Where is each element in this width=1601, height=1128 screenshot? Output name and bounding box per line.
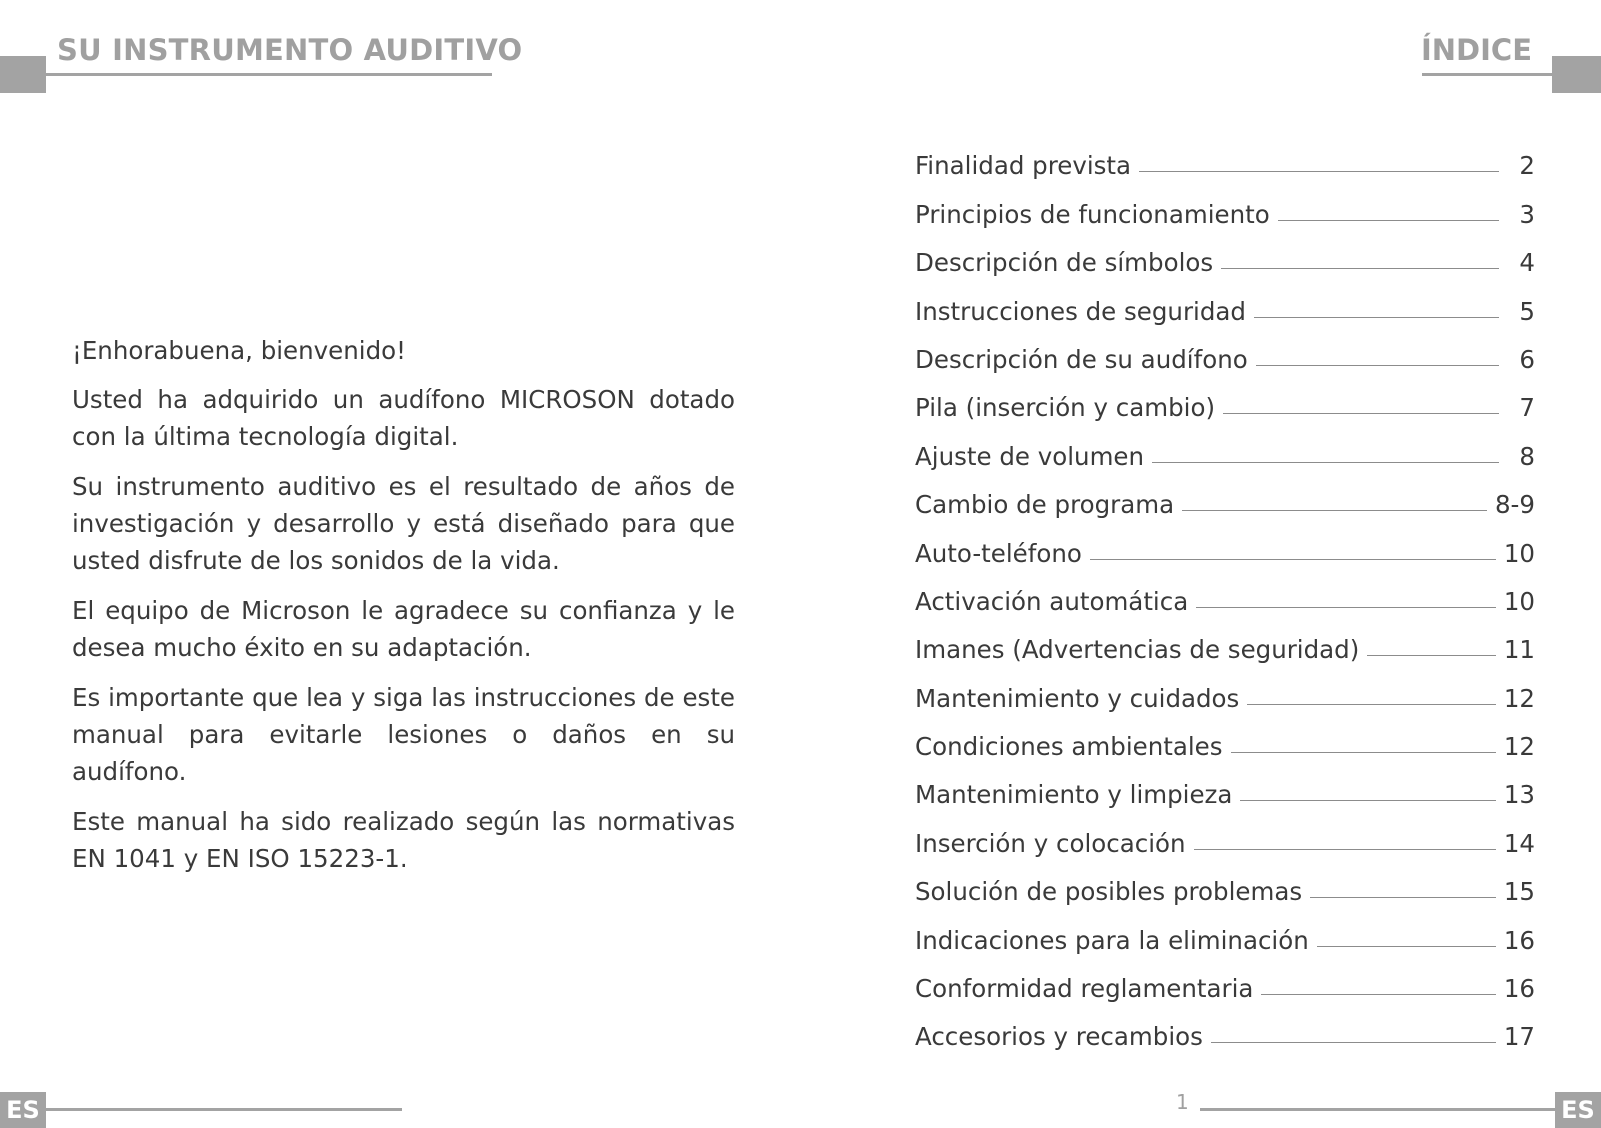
toc-entry-label: Imanes (Advertencias de seguridad) [915,635,1360,665]
toc-entry-page: 2 [1519,151,1535,181]
intro-paragraph-1: Usted ha adquirido un audífono MICROSON dotado con la última tecnología digital. [72,385,735,451]
toc-entry-page: 6 [1519,344,1535,374]
language-code: ES [6,1096,40,1124]
toc-entry-page: 15 [1503,877,1535,907]
intro-text [72,332,735,890]
toc-leader-line [1240,800,1495,801]
toc-entry[interactable] [915,422,1535,470]
toc-entry[interactable] [915,713,1535,761]
intro-paragraph-5: Este manual ha sido realizado según las normativas EN 1041 y EN ISO 15223-1. [72,807,735,873]
toc-entry-page: 17 [1503,1022,1535,1052]
footer-right-rule [1200,1108,1555,1111]
toc-leader-line [1223,413,1499,414]
toc-entry[interactable] [915,809,1535,857]
toc-entry-label: Descripción de símbolos [915,248,1214,278]
toc-entry-page: 16 [1503,925,1535,955]
toc-entry-page: 7 [1519,393,1535,423]
toc-entry-page: 4 [1519,248,1535,278]
toc-leader-line [1278,220,1499,221]
index-title: ÍNDICE [1420,33,1532,67]
toc-entry[interactable] [915,664,1535,712]
toc-entry-page: 10 [1503,586,1535,616]
toc-leader-line [1090,559,1496,560]
intro-paragraph-4: Es importante que lea y siga las instrucciones de este manual para evitarle lesiones o daños en su audífono. [72,683,735,786]
toc-entry-label: Instrucciones de seguridad [915,296,1246,326]
toc-leader-line [1182,510,1487,511]
toc-entry-label: Indicaciones para la eliminación [915,925,1309,955]
toc-entry-label: Descripción de su audífono [915,344,1248,374]
header-right-tab [1552,56,1601,93]
toc-leader-line [1139,171,1499,172]
toc-entry[interactable] [915,277,1535,325]
toc-entry-label: Cambio de programa [915,490,1175,520]
toc-entry-page: 8 [1519,441,1535,471]
footer-right-language-tab [1555,1092,1601,1128]
toc-entry-page: 11 [1503,635,1535,665]
toc-leader-line [1256,365,1499,366]
toc-entry[interactable] [915,229,1535,277]
toc-entry[interactable] [915,616,1535,664]
toc-entry-page: 3 [1519,199,1535,229]
footer-left-rule [46,1108,402,1111]
toc-entry-label: Principios de funcionamiento [915,199,1270,229]
toc-entry[interactable] [915,519,1535,567]
toc-leader-line [1261,994,1495,995]
toc-entry-label: Accesorios y recambios [915,1022,1203,1052]
toc-leader-line [1317,946,1496,947]
toc-entry-label: Activación automática [915,586,1189,616]
toc-entry[interactable] [915,132,1535,180]
page-number: 1 [1176,1090,1189,1114]
toc-leader-line [1221,268,1499,269]
toc-leader-line [1367,655,1496,656]
header-right-rule [1422,73,1552,76]
toc-entry-page: 10 [1503,538,1535,568]
toc-entry[interactable] [915,568,1535,616]
toc-entry-page: 8-9 [1494,490,1535,520]
toc-entry-label: Solución de posibles problemas [915,877,1303,907]
toc-entry-label: Condiciones ambientales [915,732,1223,762]
toc-leader-line [1211,1042,1496,1043]
toc-entry-page: 16 [1503,974,1535,1004]
toc-entry[interactable] [915,858,1535,906]
toc-entry-label: Finalidad prevista [915,151,1132,181]
toc-entry[interactable] [915,471,1535,519]
toc-entry-label: Mantenimiento y cuidados [915,683,1240,713]
intro-paragraph-3: El equipo de Microson le agradece su confianza y le desea mucho éxito en su adaptación. [72,596,735,662]
toc-leader-line [1247,704,1495,705]
toc-entry[interactable] [915,1003,1535,1051]
footer-left-language-tab [0,1092,46,1128]
toc-leader-line [1194,849,1496,850]
toc-entry[interactable] [915,180,1535,228]
toc-leader-line [1254,317,1499,318]
section-title: SU INSTRUMENTO AUDITIVO [57,33,523,67]
toc-entry[interactable] [915,906,1535,954]
toc-entry[interactable] [915,326,1535,374]
toc-entry[interactable] [915,374,1535,422]
toc-entry-page: 14 [1503,828,1535,858]
table-of-contents [915,132,1535,1051]
toc-entry-label: Inserción y colocación [915,828,1186,858]
toc-entry-label: Pila (inserción y cambio) [915,393,1216,423]
header-left-tab [0,56,46,93]
toc-leader-line [1231,752,1496,753]
toc-entry-page: 12 [1503,732,1535,762]
toc-leader-line [1196,607,1496,608]
toc-leader-line [1152,462,1499,463]
language-code: ES [1561,1096,1595,1124]
toc-entry-page: 12 [1503,683,1535,713]
toc-leader-line [1310,897,1496,898]
toc-entry-label: Ajuste de volumen [915,441,1145,471]
header-left-rule [46,73,492,76]
toc-entry-label: Auto-teléfono [915,538,1082,568]
toc-entry-label: Mantenimiento y limpieza [915,780,1233,810]
toc-entry-page: 13 [1503,780,1535,810]
toc-entry-page: 5 [1519,296,1535,326]
toc-entry[interactable] [915,761,1535,809]
toc-entry[interactable] [915,955,1535,1003]
intro-paragraph-2: Su instrumento auditivo es el resultado de años de investigación y desarrollo y está diseñado para que usted disfrute de los sonidos de la vida. [72,472,735,575]
toc-entry-label: Conformidad reglamentaria [915,974,1254,1004]
greeting: ¡Enhorabuena, bienvenido! [72,336,406,365]
